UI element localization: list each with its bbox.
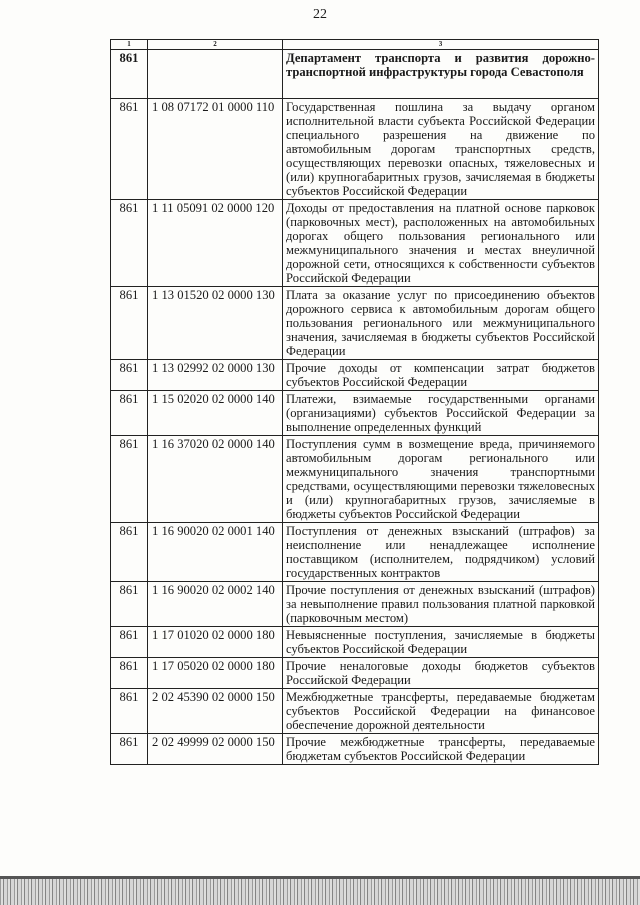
revenue-code-cell: 1 08 07172 01 0000 110 [148, 99, 283, 200]
description-cell: Прочие неналоговые доходы бюджетов субъектов Российской Федерации [283, 658, 599, 689]
revenue-code-cell: 1 16 37020 02 0000 140 [148, 436, 283, 523]
scan-edge-line [0, 876, 640, 879]
header-col-1: 1 [111, 40, 148, 50]
revenue-code-cell: 2 02 45390 02 0000 150 [148, 689, 283, 734]
table-row [111, 360, 599, 391]
table-row [111, 436, 599, 523]
admin-code-cell: 861 [111, 734, 148, 765]
table-row [111, 734, 599, 765]
revenue-code-cell: 1 11 05091 02 0000 120 [148, 200, 283, 287]
table-row [111, 287, 599, 360]
revenue-code-cell: 2 02 49999 02 0000 150 [148, 734, 283, 765]
admin-code-cell: 861 [111, 360, 148, 391]
table-row [111, 689, 599, 734]
admin-code-cell: 861 [111, 50, 148, 99]
revenue-codes-table [110, 39, 599, 765]
table-row [111, 658, 599, 689]
revenue-code-cell: 1 16 90020 02 0001 140 [148, 523, 283, 582]
admin-code-cell: 861 [111, 99, 148, 200]
table-row [111, 200, 599, 287]
admin-code-cell: 861 [111, 287, 148, 360]
admin-code-cell: 861 [111, 391, 148, 436]
table-header-row [111, 40, 599, 50]
scan-noise-strip [0, 876, 640, 905]
header-col-2: 2 [148, 40, 283, 50]
description-cell: Поступления от денежных взысканий (штрафов) за неисполнение или ненадлежащее исполнение поставщиком (исполнителем, подрядчиком) условий государственных контрактов [283, 523, 599, 582]
revenue-code-cell: 1 17 05020 02 0000 180 [148, 658, 283, 689]
admin-code-cell: 861 [111, 627, 148, 658]
header-col-3: 3 [283, 40, 599, 50]
admin-code-cell: 861 [111, 658, 148, 689]
table-row [111, 523, 599, 582]
description-cell: Межбюджетные трансферты, передаваемые бюджетам субъектов Российской Федерации на финансовое обеспечение дорожной деятельности [283, 689, 599, 734]
revenue-code-cell: 1 16 90020 02 0002 140 [148, 582, 283, 627]
revenue-code-cell [148, 50, 283, 99]
admin-code-cell: 861 [111, 200, 148, 287]
table-row [111, 582, 599, 627]
description-cell: Доходы от предоставления на платной основе парковок (парковочных мест), расположенных на автомобильных дорогах общего пользования регионального или межмуниципального значения и местах внеуличной дорожной сети, относящихся к собственности субъектов Российской Федерации [283, 200, 599, 287]
department-row [111, 50, 599, 99]
description-cell: Плата за оказание услуг по присоединению объектов дорожного сервиса к автомобильным дорогам общего пользования регионального или межмуниципального значения, зачисляемая в бюджеты субъектов Российской Федерации [283, 287, 599, 360]
admin-code-cell: 861 [111, 582, 148, 627]
description-cell: Государственная пошлина за выдачу органом исполнительной власти субъекта Российской Федерации специального разрешения на движение по автомобильным дорогам транспортных средств, осуществляющих перевозки опасных, тяжеловесных и (или) крупногабаритных грузов, зачисляемая в бюджеты субъектов Российской Федерации [283, 99, 599, 200]
revenue-code-cell: 1 15 02020 02 0000 140 [148, 391, 283, 436]
admin-code-cell: 861 [111, 689, 148, 734]
revenue-code-cell: 1 13 01520 02 0000 130 [148, 287, 283, 360]
description-cell: Прочие поступления от денежных взысканий (штрафов) за невыполнение правил пользования платной парковкой (парковочным местом) [283, 582, 599, 627]
description-cell: Платежи, взимаемые государственными органами (организациями) субъектов Российской Федерации за выполнение определенных функций [283, 391, 599, 436]
description-cell: Прочие межбюджетные трансферты, передаваемые бюджетам субъектов Российской Федерации [283, 734, 599, 765]
description-cell: Департамент транспорта и развития дорожно-транспортной инфраструктуры города Севастополя [283, 50, 599, 99]
revenue-code-cell: 1 13 02992 02 0000 130 [148, 360, 283, 391]
table-row [111, 99, 599, 200]
admin-code-cell: 861 [111, 436, 148, 523]
table-row [111, 627, 599, 658]
description-cell: Прочие доходы от компенсации затрат бюджетов субъектов Российской Федерации [283, 360, 599, 391]
admin-code-cell: 861 [111, 523, 148, 582]
page-number: 22 [313, 7, 327, 22]
table-row [111, 391, 599, 436]
description-cell: Невыясненные поступления, зачисляемые в бюджеты субъектов Российской Федерации [283, 627, 599, 658]
revenue-code-cell: 1 17 01020 02 0000 180 [148, 627, 283, 658]
description-cell: Поступления сумм в возмещение вреда, причиняемого автомобильным дорогам регионального или межмуниципального значения транспортными средствами, осуществляющими перевозки тяжеловесных и (или) крупногабаритных грузов, зачисляемые в бюджеты субъектов Российской Федерации [283, 436, 599, 523]
